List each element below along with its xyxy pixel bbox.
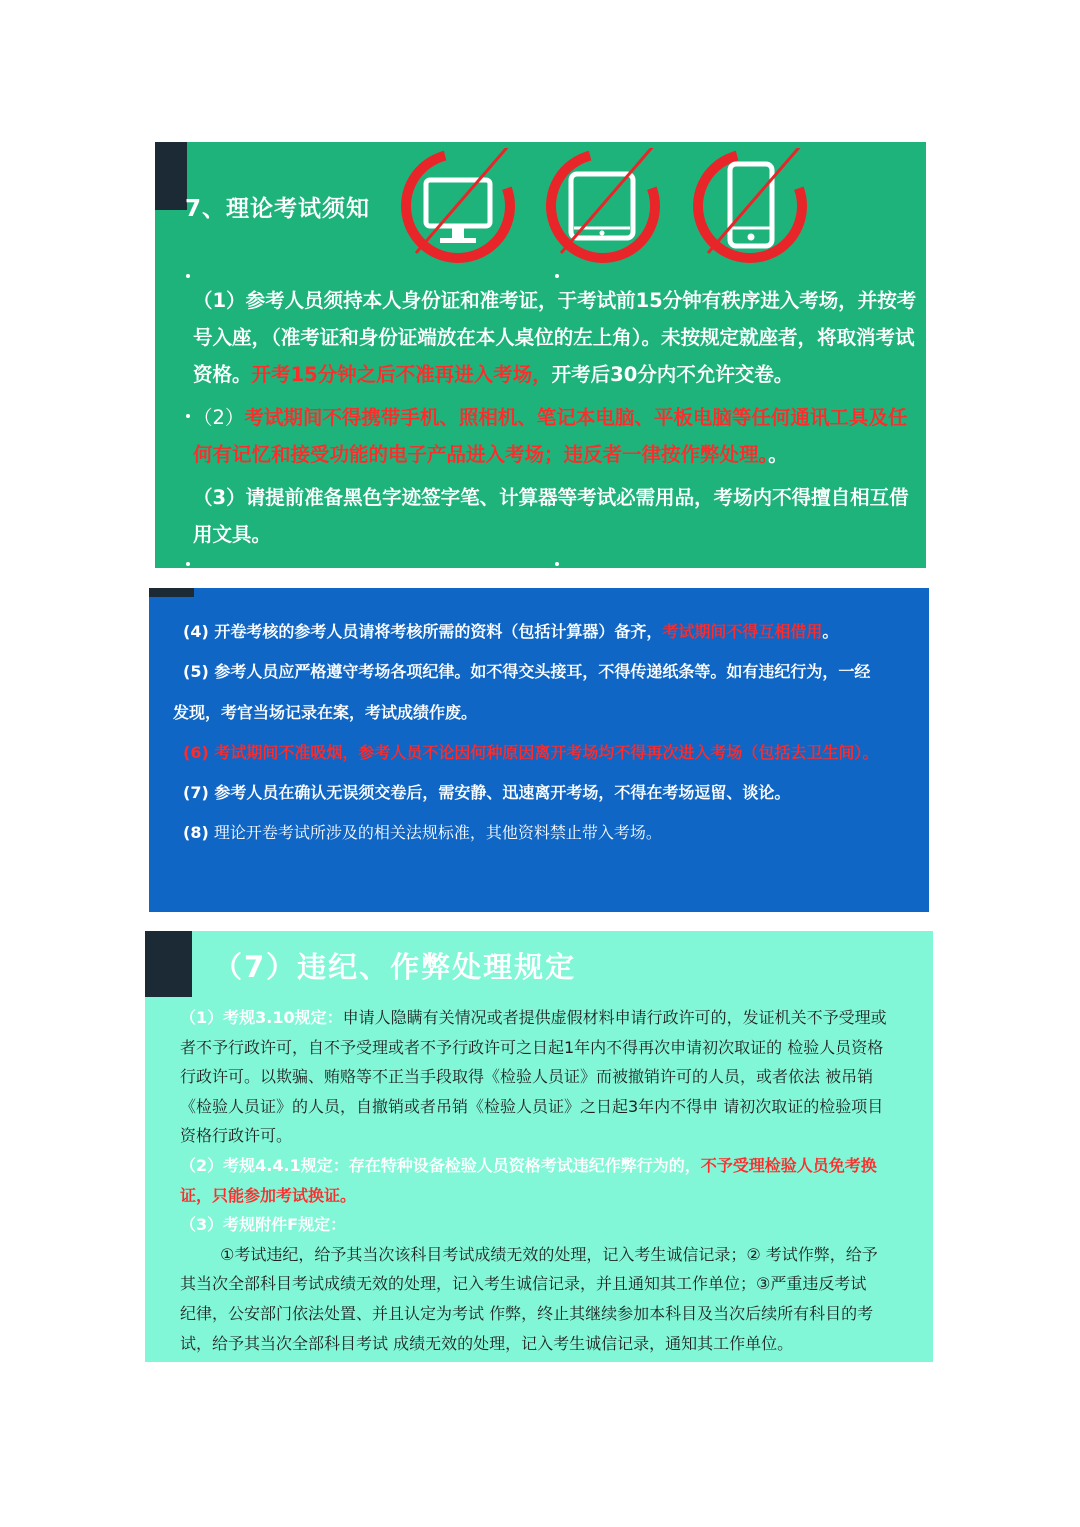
rule-item-4: (4) 开卷考核的参考人员请将考核所需的资料（包括计算器）备齐，考试期间不得互相借用。 (183, 622, 839, 641)
notice-item-2: （2）考试期间不得携带手机、照相机、笔记本电脑、平板电脑等任何通讯工具及任何有记忆和接受功能的电子产品进入考场；违反者一律按作弊处理。。 (193, 406, 908, 466)
panel-title: （7）违纪、作弊处理规定 (213, 950, 577, 984)
rules-list (173, 612, 918, 854)
bullet-dot (186, 414, 190, 418)
rule-item-5: (5) 参考人员应严格遵守考场各项纪律。如不得交头接耳，不得传递纸条等。如有违纪行为，一经 (183, 662, 871, 682)
corner-accent (149, 588, 194, 597)
rule-3-line: 其当次全部科目考试成绩无效的处理，记入考生诚信记录，并且通知其工作单位；③严重违反考试 (180, 1274, 867, 1294)
exam-notice-panel (155, 142, 926, 568)
handle-dot (186, 274, 190, 278)
violation-rules-panel (145, 931, 933, 1362)
panel-title: 7、理论考试须知 (185, 196, 371, 222)
rule-1-line: 者不予行政许可，自不予受理或者不予行政许可之日起1年内不得再次申请初次取证的 检验人员资格 (180, 1037, 884, 1057)
rule-2-line: （2）考规4.4.1规定：存在特种设备检验人员资格考试违纪作弊行为的，不予受理检验人员免考换 (180, 1155, 877, 1175)
notice-item-1: （1）参考人员须持本人身份证和准考证，于考试前15分钟有秩序进入考场，并按考号入座，（准考证和身份证端放在本人桌位的左上角）。未按规定就座者，将取消考试资格。开考15分钟之后不准再进入考场，开考后30分内不允许交卷。 (193, 289, 917, 386)
no-phone-icon (683, 148, 816, 268)
rule-1-line: 行政许可。以欺骗、贿赂等不正当手段取得《检验人员证》而被撤销许可的人员，或者依法 被吊销 (180, 1067, 874, 1087)
handle-dot (186, 562, 190, 566)
rule-item-5-cont: 发现，考官当场记录在案，考试成绩作废。 (173, 702, 478, 722)
rule-3-line: ①考试违纪，给予其当次该科目考试成绩无效的处理，记入考生诚信记录；② 考试作弊，给予 (220, 1244, 878, 1264)
rule-3-label: （3）考规附件F规定： (180, 1215, 347, 1235)
handle-dot (555, 274, 559, 278)
open-book-rules-panel (149, 588, 929, 912)
rule-3-line: 试，给予其当次全部科目考试 成绩无效的处理，记入考生诚信记录，通知其工作单位。 (180, 1333, 794, 1353)
rule-3-line: 纪律，公安部门依法处置、并且认定为考试 作弊，终止其继续参加本科目及当次后续所有科目的考 (180, 1303, 874, 1323)
violation-list (180, 1003, 902, 1358)
rule-item-7: (7) 参考人员在确认无误须交卷后，需安静、迅速离开考场，不得在考场逗留、谈论。 (183, 783, 791, 803)
corner-accent (155, 142, 187, 210)
rule-item-6: (6) 考试期间不准吸烟，参考人员不论因何种原因离开考场均不得再次进入考场（包括去卫生间）。 (183, 742, 879, 762)
handle-dot (555, 562, 559, 566)
no-tablet-icon (536, 148, 669, 268)
notice-list (193, 282, 923, 553)
no-computer-icon (398, 148, 525, 268)
rule-1-line: 《检验人员证》的人员，自撤销或者吊销《检验人员证》之日起3年内不得申 请初次取证的检验项目 (180, 1096, 884, 1116)
corner-accent (145, 931, 192, 997)
notice-item-3: （3）请提前准备黑色字迹签字笔、计算器等考试必需用品，考场内不得擅自相互借用文具。 (193, 486, 909, 546)
rule-item-8: (8) 理论开卷考试所涉及的相关法规标准，其他资料禁止带入考场。 (183, 823, 662, 843)
rule-1-line: 资格行政许可。 (180, 1126, 293, 1146)
rule-1-line: （1）考规3.10规定：申请人隐瞒有关情况或者提供虚假材料申请行政许可的，发证机关不予受理或 (180, 1008, 887, 1027)
prohibited-devices-icons (398, 148, 838, 268)
rule-2-line: 证，只能参加考试换证。 (180, 1185, 357, 1205)
